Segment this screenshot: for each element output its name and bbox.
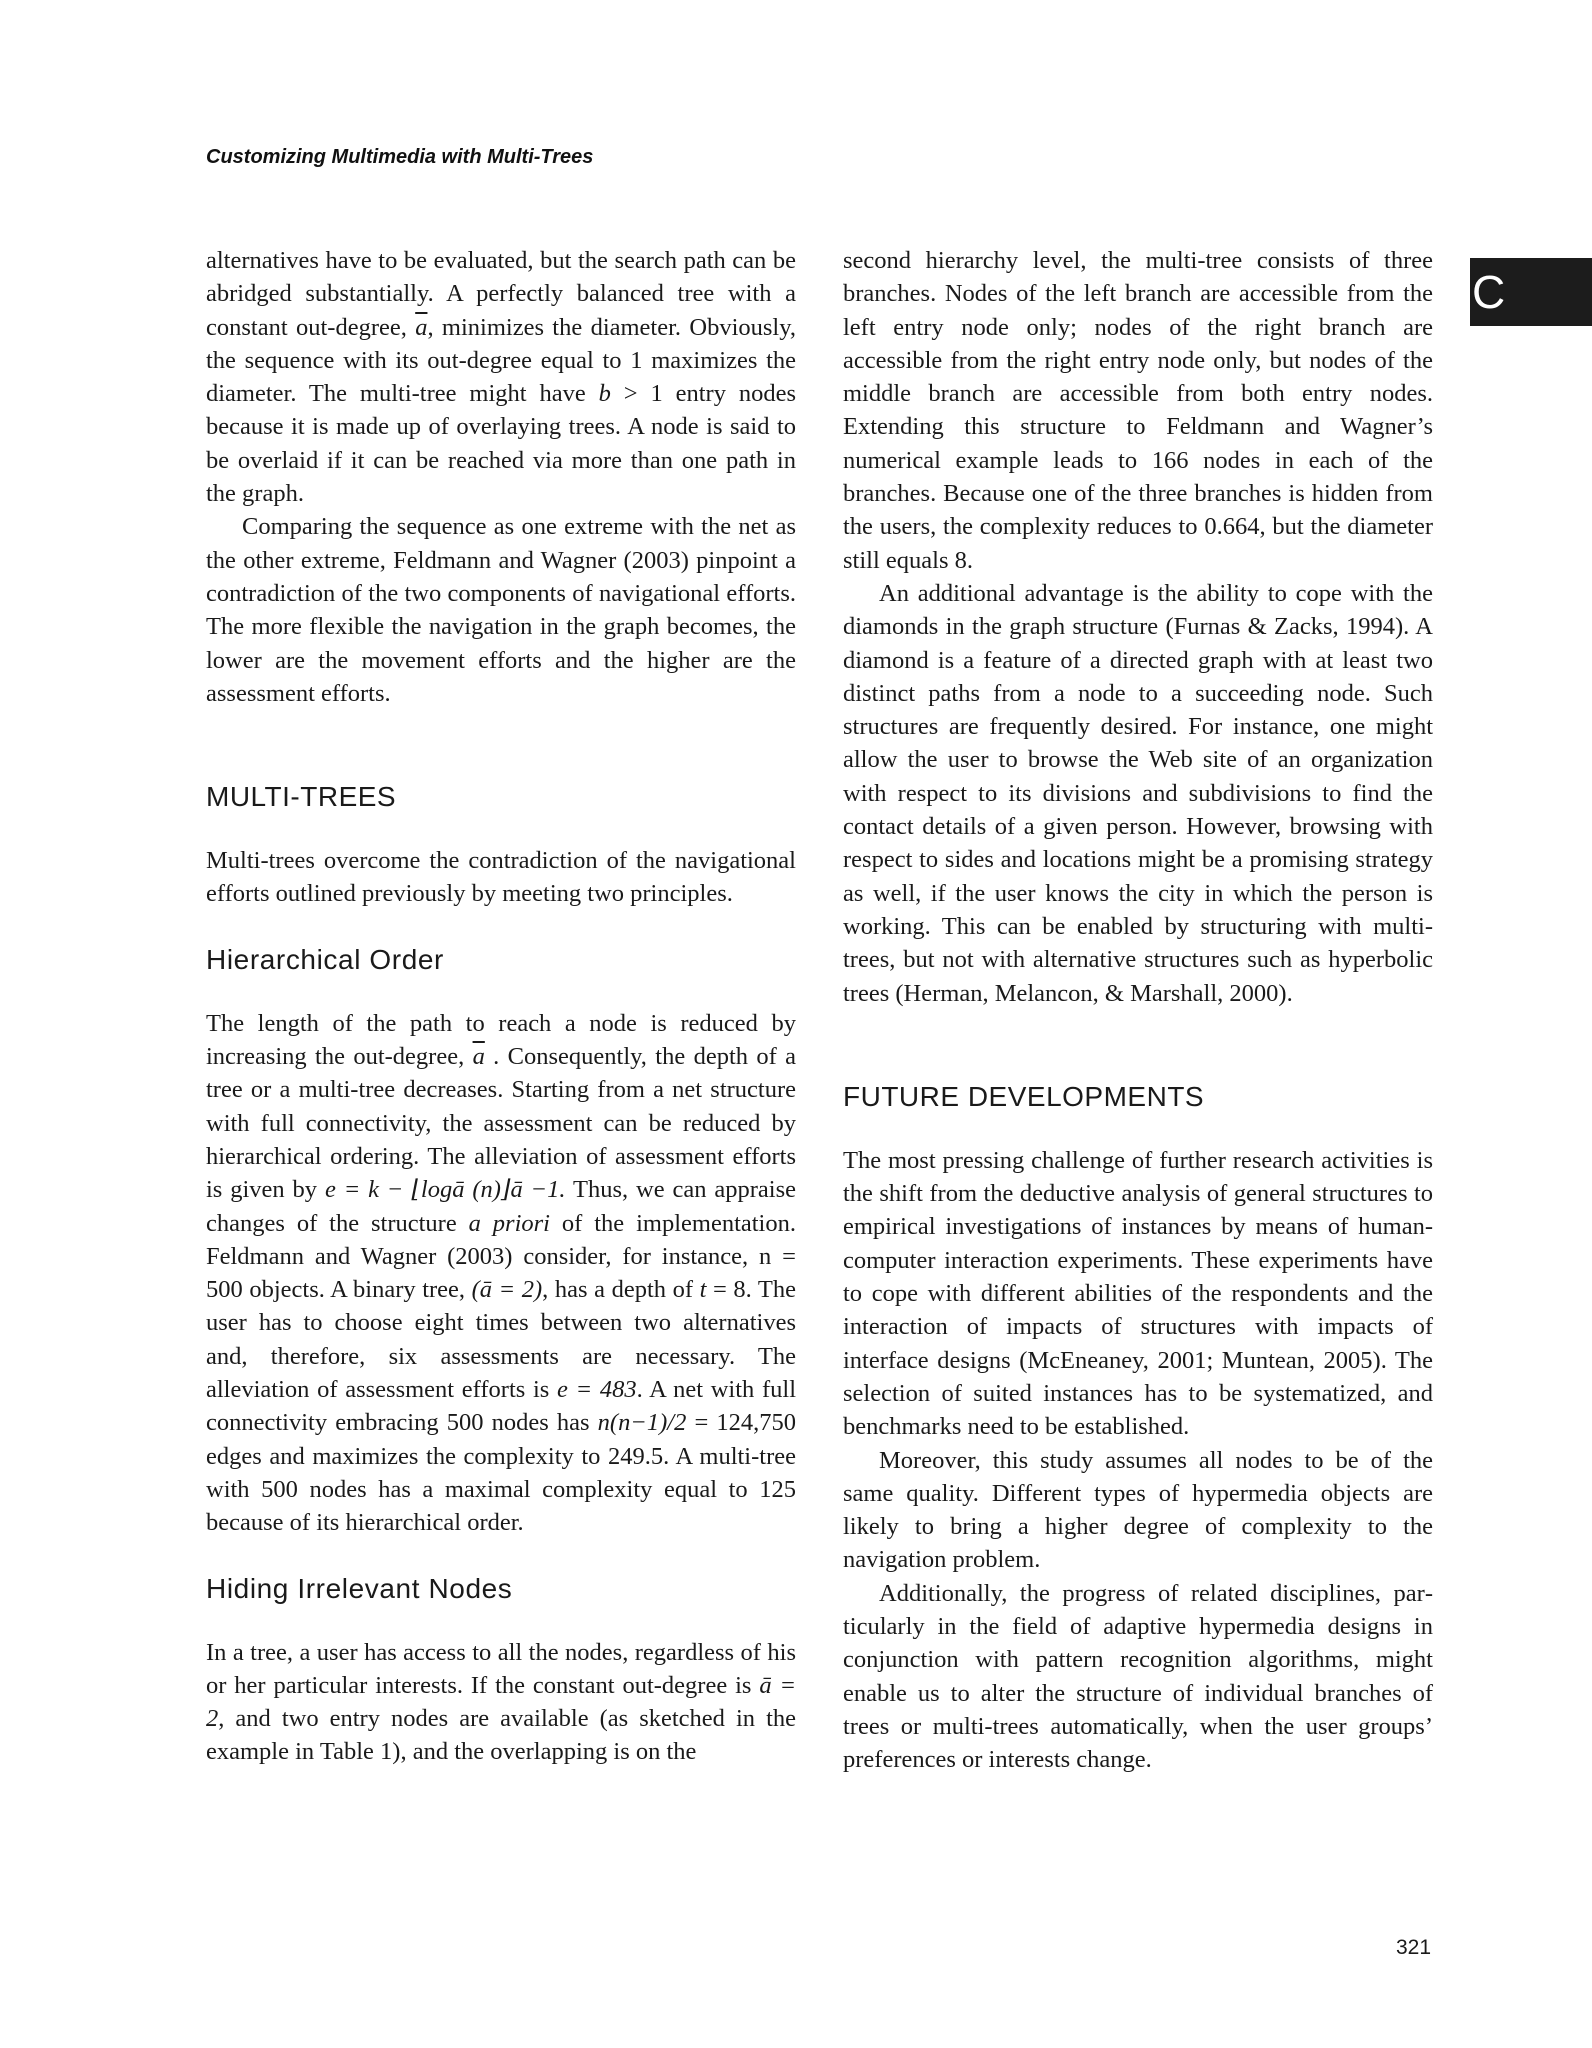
paragraph: Multi-trees overcome the contradiction of the navigational efforts outlined previously by meeting two principles. bbox=[206, 847, 796, 908]
paragraph: Moreover, this study assumes all nodes to be of the same quality. Different types of hypermedia objects are likely to bring a higher degree of complexity to the navigation problem. bbox=[843, 1446, 1433, 1574]
paragraph: Additionally, the progress of related disciplines, particularly in the field of adaptive hypermedia designs in conjunction with pattern recognition algorithms, might enable us to alter the structure of individual branches of trees or multi-trees automatically, when the user groups’ preferences or interests change. bbox=[843, 1579, 1433, 1774]
section-tab: C bbox=[1470, 258, 1592, 326]
paragraph: An additional advantage is the ability to cope with the diamonds in the graph structure (Furnas & Zacks, 1994). A diamond is a feature of a directed graph with at least two distinct paths from a node to a succeeding node. Such structures are frequently desired. For instance, one might allow the user to browse the Web site of an organization with respect to its divisions and subdivisions to find the contact details of a given person. However, browsing with respect to sides and locations might be a promising strategy as well, if the user knows the city in which the person is working. This can be enabled by structuring with multi-trees, but not with alternative structures such as hyperbolic trees (Herman, Melancon, & Marshall, 2000). bbox=[843, 579, 1433, 1007]
heading-future-developments: FUTURE DEVELOPMENTS bbox=[843, 1080, 1205, 1112]
a-bar-symbol: $\overline{a}$ bbox=[472, 1043, 485, 1071]
left-column bbox=[206, 244, 796, 1769]
right-column bbox=[843, 244, 1433, 1776]
formula: e = k − ⌊logā (n)⌋ā −1. bbox=[324, 1176, 566, 1204]
running-head: Customizing Multimedia with Multi-Trees bbox=[206, 146, 594, 168]
paragraph: The most pressing challenge of further research activities is the shift from the deductive analysis of general structures to empirical investigations of instances by means of human-computer interaction experiments. These experiments have to cope with different abilities of the respondents and the interaction of impacts of structures with impacts of interface designs (McEneaney, 2001; Muntean, 2005). The selection of suited instances has to be systematized, and benchmarks need to be established. bbox=[843, 1146, 1433, 1441]
paragraph: Comparing the sequence as one extreme with the net as the other extreme, Feldmann and Wagner (2003) pinpoint a contradiction of the two components of navigational efforts. The more flexible the navigation in the graph becomes, the lower are the movement efforts and the higher are the assessment efforts. bbox=[206, 513, 796, 707]
paragraph: alternatives have to be evaluated, but the search path can be abridged substantially. A perfectly balanced tree with a constant out-degree, $\overline{a}$, minimizes the diameter. Obviously, the sequence with its out-degree equal to 1 maximizes the diameter. The multi-tree might have b > 1 entry nodes because it is made up of overlaying trees. A node is said to be overlaid if it can be reached via more than one path in the graph. bbox=[206, 247, 797, 508]
paragraph: In a tree, a user has access to all the nodes, regardless of his or her particular interests. If the constant out-degree is ā = 2, and two entry nodes are available (as sketched in the example in Table 1), and the overlapping is on the bbox=[206, 1638, 796, 1766]
page-number: 321 bbox=[1396, 1936, 1432, 1959]
a-bar-symbol: $\overline{a}$ bbox=[415, 313, 428, 341]
paragraph: The length of the path to reach a node is reduced by increasing the out-degree, $\overline{a}$ . Consequently, the depth of a tree or a multi-tree decreases. Starting from a net structure with full connectivity, the assessment can be reduced by hierarchical ordering. The alleviation of assessment efforts is given by e = k − ⌊logā (n)⌋ā −1. Thus, we can appraise changes of the structure a priori of the implementation. Feldmann and Wagner (2003) consider, for instance, n = 500 objects. A binary tree, (ā = 2), has a depth of t = 8. The user has to choose eight times between two alternatives and, therefore, six assessments are necessary. The alleviation of assessment efforts is e = 483. A net with full connectivity embracing 500 nodes has n(n−1)/2 = 124,750 edges and maximizes the complexity to 249.5. A multi-tree with 500 nodes has a maximal complexity equal to 125 because of its hierarchical order. bbox=[206, 1009, 797, 1537]
paragraph: second hierarchy level, the multi-tree consists of three branches. Nodes of the left branch are accessible from the left entry node only; nodes of the right branch are accessible from the right entry node only, but nodes of the middle branch are accessible from both entry nodes. Extending this structure to Feldmann and Wagner’s numerical example leads to 166 nodes in each of the branches. Because one of the three branches is hidden from the users, the complexity reduces to 0.664, but the diameter still equals 8. bbox=[843, 247, 1433, 574]
heading-hierarchical-order: Hierarchical Order bbox=[206, 943, 444, 975]
heading-hiding-irrelevant-nodes: Hiding Irrelevant Nodes bbox=[206, 1572, 513, 1604]
heading-multi-trees: MULTI-TREES bbox=[206, 781, 397, 813]
